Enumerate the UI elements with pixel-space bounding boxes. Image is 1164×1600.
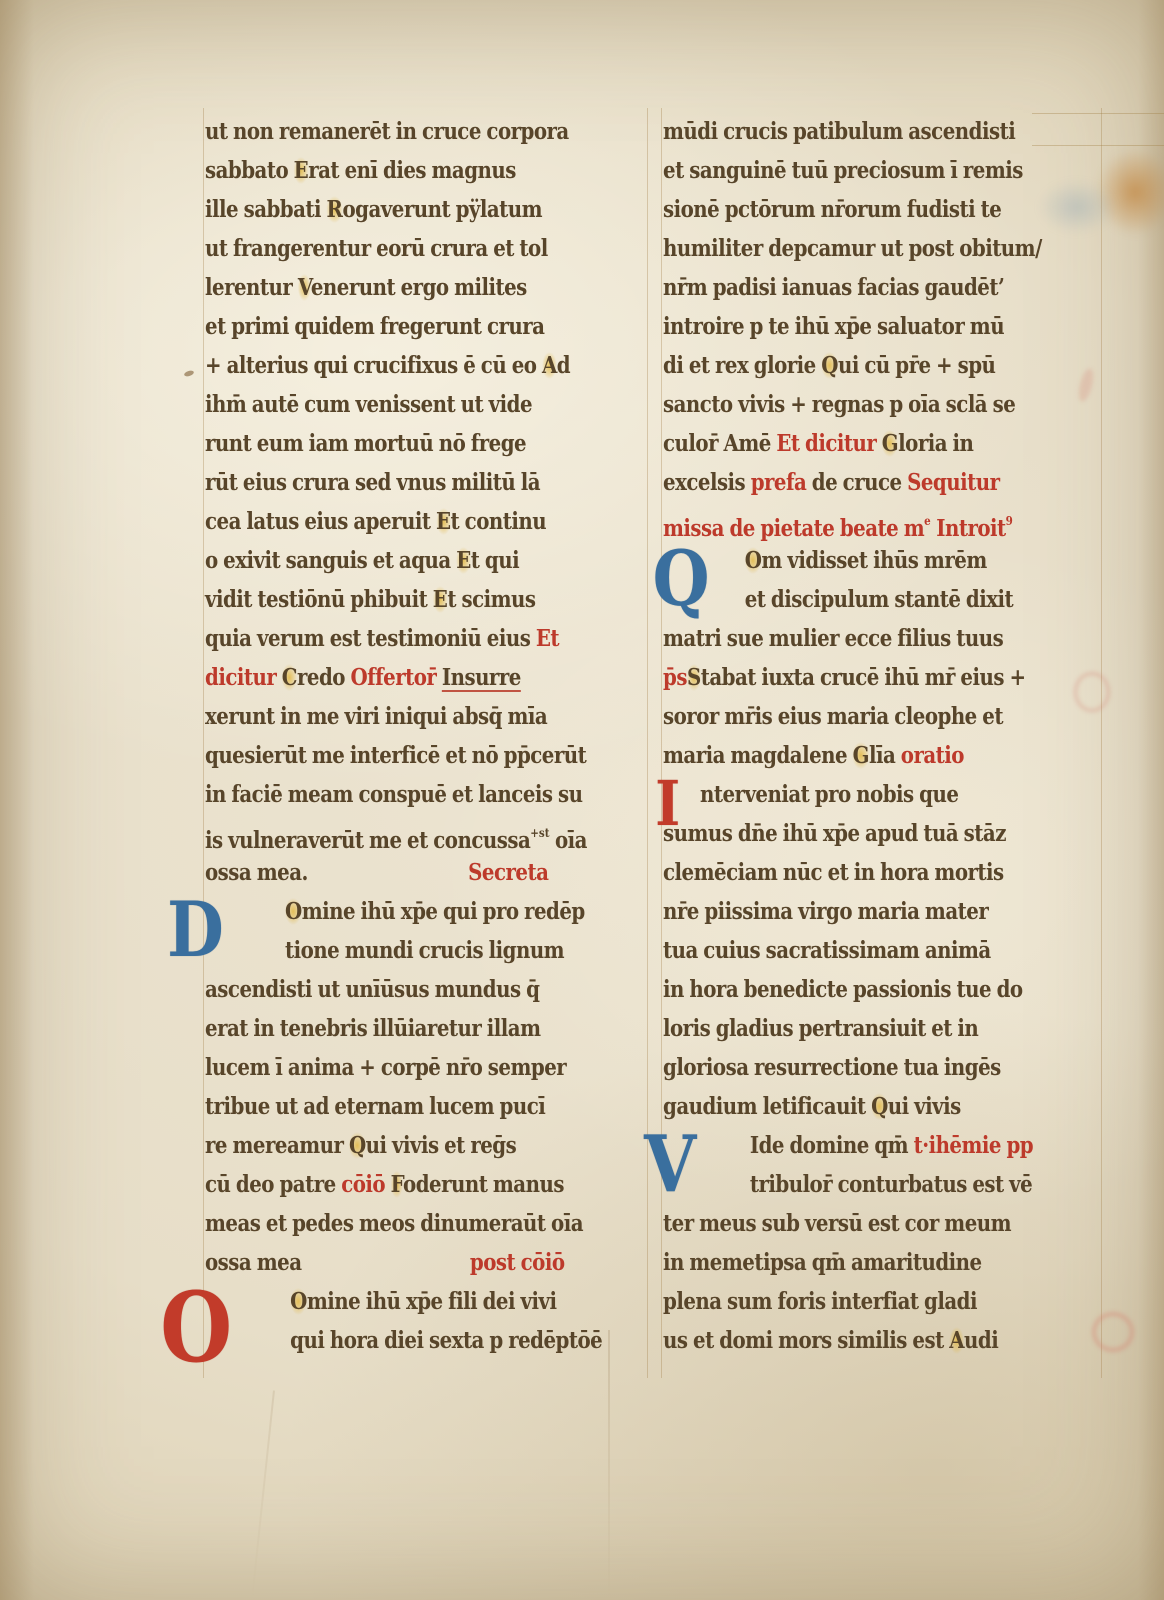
text-segment: Insurre (441, 664, 521, 691)
text-line (663, 1087, 1103, 1126)
text-line (663, 1165, 1103, 1204)
text-line (205, 541, 645, 580)
text-line (663, 1321, 1103, 1360)
text-segment: mūdi crucis patibulum ascendisti (663, 118, 1016, 145)
text-segment: matri sue mulier ecce filius tuus (663, 625, 1004, 652)
text-segment: soror mr̄is eius maria cleophe et (663, 703, 1003, 730)
text-segment: Et continu (435, 508, 547, 535)
text-segment: tua cuius sacratissimam animā (663, 937, 991, 964)
gold-touched-capital: C (281, 664, 297, 691)
text-segment: in faciē meam conspuē et lanceis su (205, 781, 583, 808)
text-segment: tribue ut ad eternam lucem pucī (205, 1093, 546, 1120)
text-segment: + alterius qui crucifixus ē cū eo (205, 352, 542, 379)
text-segment: plena sum foris interfiat gladi (663, 1288, 977, 1315)
gold-touched-capital: E (435, 508, 451, 535)
text-segment: tione mundi crucis lignum (284, 937, 565, 964)
text-line (205, 502, 645, 541)
text-segment: Et (535, 625, 560, 652)
text-segment: sabbato (205, 157, 294, 184)
text-line (205, 1204, 645, 1243)
gold-touched-capital: R (326, 196, 343, 223)
page-gutter-shading (0, 0, 34, 1600)
text-segment: qui hora diei sexta p redēptōē (290, 1327, 603, 1354)
text-segment: Et qui (456, 547, 520, 574)
text-segment: in hora benedicte passionis tue do (663, 976, 1023, 1003)
illuminated-initial: V (644, 1119, 696, 1210)
text-segment: Introit (930, 515, 1006, 542)
text-segment: sumus dn̄e ihū xp̄e apud tuā stāz (663, 820, 1006, 847)
text-segment: Qui vivis et reḡs (348, 1132, 517, 1159)
text-line (663, 463, 1103, 502)
gold-touched-capital: V (297, 274, 311, 301)
text-segment: missa de pietate beate m (663, 515, 925, 542)
gold-touched-capital: G (881, 430, 899, 457)
text-line (205, 268, 645, 307)
text-line (663, 385, 1103, 424)
text-segment: cea latus eius aperuit (205, 508, 436, 535)
illuminated-initial: D (167, 885, 224, 974)
gold-touched-capital: A (949, 1327, 965, 1354)
text-segment: cōiō (341, 1171, 391, 1198)
text-segment: Secreta (468, 859, 549, 886)
illuminated-initial: I (655, 767, 680, 840)
gold-touched-capital: G (852, 742, 869, 769)
text-segment: Sequitur (907, 469, 1000, 496)
illuminated-initial: O (160, 1271, 232, 1384)
text-line (205, 580, 645, 619)
text-segment: 9 (1005, 514, 1013, 528)
text-segment: et sanguinē tuū preciosum ī remis (663, 157, 1023, 184)
gold-touched-capital: E (432, 586, 448, 613)
text-line (205, 736, 645, 775)
gold-touched-capital: Q (348, 1132, 366, 1159)
text-segment: post cōiō (469, 1249, 565, 1276)
ink-speck (183, 370, 194, 378)
text-segment: lerentur (205, 274, 298, 301)
text-segment: ille sabbati (205, 196, 327, 223)
text-segment: Ide domine qm̄ (749, 1132, 914, 1159)
text-segment: ihm̄ autē cum venissent ut vide (205, 391, 533, 418)
text-segment: dicitur (205, 664, 282, 691)
text-segment: Et scimus (432, 586, 536, 613)
text-line (205, 1126, 645, 1165)
text-line (663, 1243, 1103, 1282)
gold-touched-capital: Q (871, 1093, 888, 1120)
text-segment: re mereamur (205, 1132, 349, 1159)
gold-touched-capital: O (290, 1288, 307, 1315)
gold-touched-capital: Q (821, 352, 838, 379)
text-segment: culor̄ Amē (663, 430, 777, 457)
text-line (205, 1165, 645, 1204)
text-line (205, 970, 645, 1009)
text-segment: maria magdalene (663, 742, 853, 769)
text-segment: Rogaverunt pÿlatum (326, 196, 543, 223)
text-line (663, 736, 1103, 775)
text-line (663, 424, 1103, 463)
text-line (663, 151, 1103, 190)
text-segment: di et rex glorie (663, 352, 822, 379)
text-segment: us et domi mors similis est (663, 1327, 950, 1354)
text-line (205, 385, 645, 424)
text-line (205, 424, 645, 463)
text-line (663, 1282, 1103, 1321)
text-segment: et primi quidem fregerunt crura (205, 313, 545, 340)
gold-touched-capital: A (541, 352, 557, 379)
text-line (205, 775, 645, 814)
text-segment: gloriosa resurrectione tua ingēs (663, 1054, 1001, 1081)
text-line (663, 190, 1103, 229)
text-line (205, 931, 645, 970)
text-segment: runt eum iam mortuū nō frege (205, 430, 527, 457)
text-line (663, 1048, 1103, 1087)
gold-touched-capital: O (744, 547, 762, 574)
text-segment: nterveniat pro nobis que (699, 781, 959, 808)
text-line (663, 853, 1103, 892)
text-segment: +st (530, 826, 550, 840)
text-segment: lucem ī anima + corpē nr̄o semper (205, 1054, 567, 1081)
text-line (663, 970, 1103, 1009)
text-line (663, 814, 1103, 853)
text-segment: Ad (541, 352, 571, 379)
text-line (663, 502, 1103, 541)
text-line (663, 619, 1103, 658)
text-line (205, 658, 645, 697)
text-segment: is vulneraverūt me et concussa (205, 827, 531, 854)
text-segment: sionē pctōrum nr̄orum fudisti te (663, 196, 1002, 223)
illuminated-initial: Q (652, 534, 710, 623)
parchment-crease (608, 1330, 610, 1600)
text-segment: Audi (949, 1327, 999, 1354)
text-segment: o exivit sanguis et aqua (205, 547, 457, 574)
ruling-line-vertical (203, 108, 204, 1378)
text-segment: oīa (549, 827, 587, 854)
page-edge-shading (1138, 0, 1164, 1600)
text-segment: Et dicitur (776, 430, 882, 457)
text-segment: quia verum est testimoniū eius (205, 625, 536, 652)
text-segment: prefa (750, 469, 812, 496)
text-line (205, 229, 645, 268)
text-segment: Stabat iuxta crucē ihū mr̄ eius + (686, 664, 1026, 691)
gold-touched-capital: E (293, 157, 309, 184)
text-segment: excelsis (663, 469, 751, 496)
text-segment: ut non remanerēt in cruce corpora (205, 118, 569, 145)
text-segment: Qui cū pr̄e + spū (821, 352, 996, 379)
text-segment: Omine ihū xp̄e qui pro redēp (284, 898, 585, 925)
text-segment: oratio (900, 742, 964, 769)
text-segment: Omine ihū xp̄e fili dei vivi (290, 1288, 557, 1315)
text-segment: ascendisti ut unīūsus mundus q̄ (205, 976, 540, 1003)
text-segment: nr̄m padisi ianuas facias gaudēt’ (663, 274, 1005, 301)
text-segment: e (924, 514, 931, 528)
text-line (205, 853, 645, 892)
text-segment: Qui vivis (871, 1093, 961, 1120)
text-line (663, 658, 1103, 697)
text-segment: humiliter depcamur ut post obitum/ (663, 235, 1042, 262)
text-line (205, 112, 645, 151)
parchment-crease (251, 1390, 275, 1599)
text-line (663, 1204, 1103, 1243)
text-line (205, 151, 645, 190)
text-line (205, 697, 645, 736)
text-line (205, 619, 645, 658)
text-line (663, 697, 1103, 736)
text-line (205, 190, 645, 229)
gold-touched-capital: E (456, 547, 471, 574)
text-segment: cū deo patre (205, 1171, 342, 1198)
text-line (663, 307, 1103, 346)
text-line (663, 346, 1103, 385)
text-column-right (644, 112, 1103, 1360)
text-column-left (160, 112, 645, 1384)
text-segment: ossa mea (205, 1249, 302, 1276)
text-segment: xerunt in me viri iniqui absq̄ mīa (205, 703, 548, 730)
text-line (205, 1009, 645, 1048)
gold-touched-capital: F (390, 1171, 404, 1198)
text-segment: Credo (281, 664, 351, 691)
text-segment: introire p te ihū xp̄e saluator mū (663, 313, 1005, 340)
text-line (205, 814, 645, 853)
text-segment: ter meus sub versū est cor meum (663, 1210, 1012, 1237)
text-line (663, 580, 1103, 619)
text-line (205, 463, 645, 502)
text-line (663, 931, 1103, 970)
text-segment: rūt eius crura sed vnus militū lā (205, 469, 541, 496)
text-segment: sancto vivis + regnas p oīa sclā se (663, 391, 1016, 418)
text-segment: Foderunt manus (390, 1171, 564, 1198)
gold-touched-capital: S (686, 664, 701, 691)
text-line (205, 1048, 645, 1087)
text-segment: Offertor̄ (350, 664, 442, 691)
text-segment: vidit testiōnū phibuit (205, 586, 433, 613)
text-segment: et discipulum stantē dixit (744, 586, 1014, 613)
text-segment: loris gladius pertransiuit et in (663, 1015, 979, 1042)
text-segment: in memetipsa qm̄ amaritudine (663, 1249, 982, 1276)
text-segment: t·ihēmie pp (913, 1132, 1034, 1159)
text-segment: tribulor̄ conturbatus est vē (749, 1171, 1033, 1198)
text-segment: ossa mea. (205, 859, 308, 886)
text-line (205, 1321, 645, 1360)
text-line (663, 268, 1103, 307)
text-line (663, 112, 1103, 151)
text-segment: meas et pedes meos dinumeraūt oīa (205, 1210, 584, 1237)
text-line (205, 346, 645, 385)
text-line (663, 892, 1103, 931)
text-segment: p̄s (663, 664, 687, 691)
gold-touched-capital: O (284, 898, 302, 925)
text-segment: quesierūt me interficē et nō pp̄cerūt (205, 742, 587, 769)
text-segment: Om vidisset ihūs mrēm (744, 547, 987, 574)
text-segment: nr̄e piissima virgo maria mater (663, 898, 989, 925)
text-line (205, 1087, 645, 1126)
text-line (663, 229, 1103, 268)
text-segment: de cruce (811, 469, 908, 496)
text-segment: erat in tenebris illūiaretur illam (205, 1015, 541, 1042)
text-segment: clemēciam nūc et in hora mortis (663, 859, 1004, 886)
text-line (205, 1243, 645, 1282)
text-segment: Erat enī dies magnus (293, 157, 516, 184)
text-segment: ut frangerentur eorū crura et tol (205, 235, 548, 262)
text-segment: Glīa (852, 742, 901, 769)
text-line (205, 307, 645, 346)
text-line (663, 1009, 1103, 1048)
text-segment: gaudium letificauit (663, 1093, 872, 1120)
text-segment: Gloria in (881, 430, 974, 457)
text-segment: Venerunt ergo milites (297, 274, 527, 301)
